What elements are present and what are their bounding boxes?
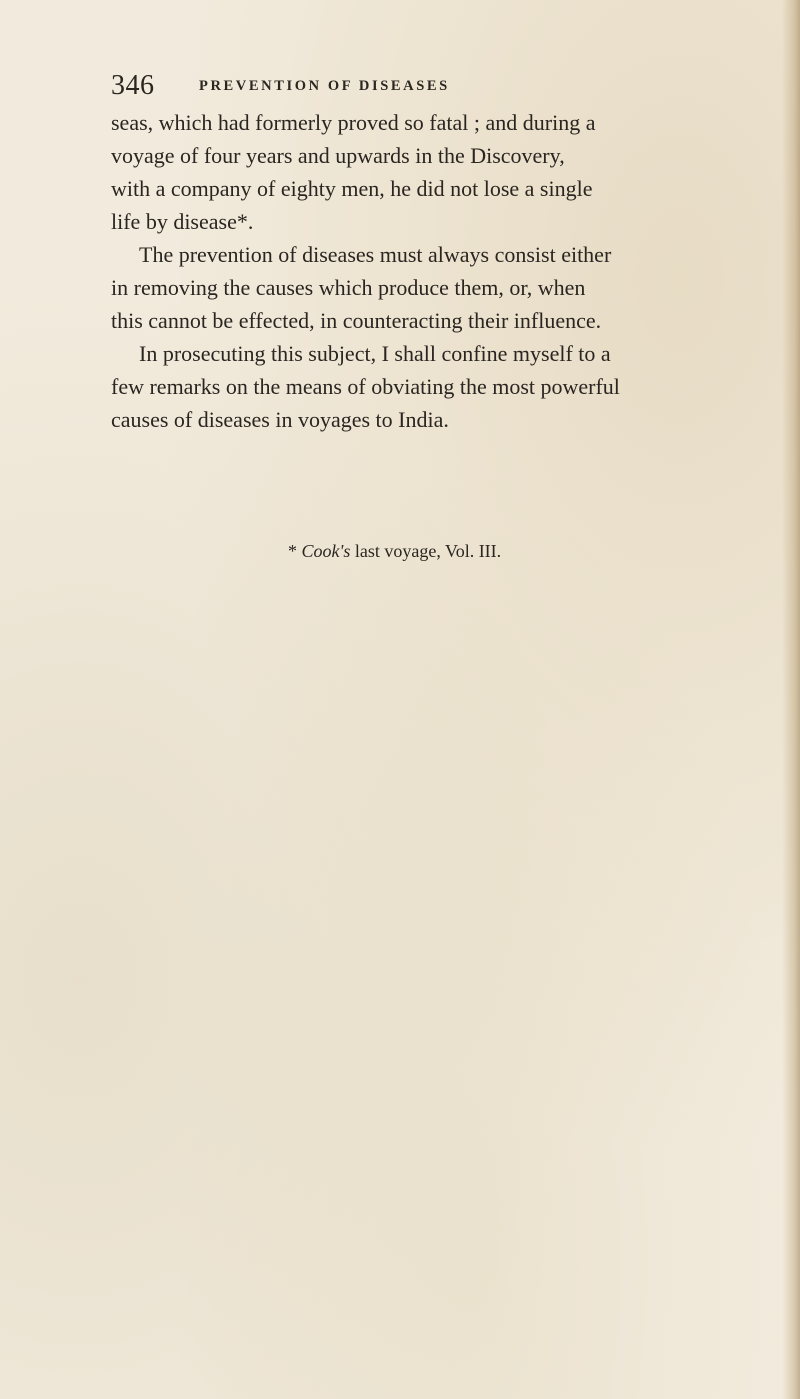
text-line: causes of diseases in voyages to India. bbox=[111, 407, 449, 432]
text-line: voyage of four years and upwards in the Discovery, bbox=[111, 143, 565, 168]
text-line: with a company of eighty men, he did not lose a single bbox=[111, 176, 593, 201]
text-line: life by disease*. bbox=[111, 209, 254, 234]
text-line: in removing the causes which produce them, or, when bbox=[111, 275, 586, 300]
running-head: PREVENTION OF DISEASES bbox=[199, 78, 450, 94]
footnote-marker: * bbox=[288, 541, 297, 561]
text-line: The prevention of diseases must always consist either bbox=[139, 242, 612, 267]
footnote-text: last voyage, Vol. III. bbox=[354, 541, 502, 561]
text-line: few remarks on the means of obviating the most powerful bbox=[111, 374, 620, 399]
text-line: this cannot be effected, in counteracting their influence. bbox=[111, 308, 602, 333]
page-number: 346 bbox=[111, 70, 155, 101]
text-line: In prosecuting this subject, I shall confine myself to a bbox=[139, 341, 611, 366]
footnote bbox=[288, 541, 501, 562]
text-line: seas, which had formerly proved so fatal ; and during a bbox=[111, 110, 596, 135]
page-header bbox=[111, 70, 731, 104]
page-edge-shadow bbox=[782, 0, 800, 1399]
body-text bbox=[111, 106, 751, 436]
footnote-author: Cook's bbox=[301, 541, 351, 561]
